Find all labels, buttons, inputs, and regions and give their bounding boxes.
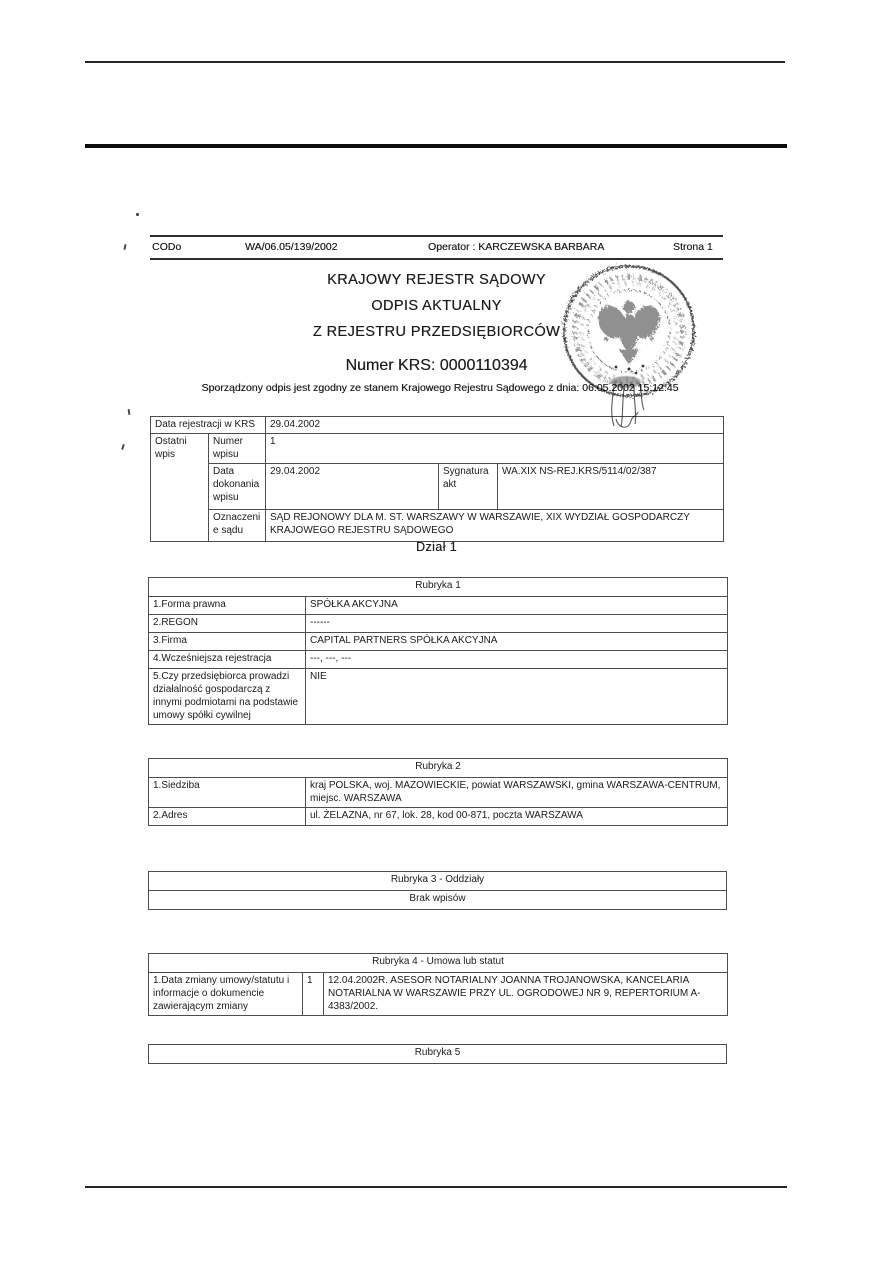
- table-row: [149, 891, 727, 910]
- section-title: Dział 1: [415, 540, 457, 554]
- entry-number-label-cell: Numer wpisu: [209, 434, 266, 464]
- row-value-cell: 12.04.2002R. ASESOR NOTARIALNY JOANNA TROJANOWSKA, KANCELARIA NOTARIALNA W WARSZAWIE PRZY UL. OGRODOWEJ NR 9, REPERTORIUM A-4383/2002.: [324, 973, 728, 1016]
- row-label-cell: 1.Forma prawna: [149, 597, 306, 615]
- entry-date-value-cell: 29.04.2002: [266, 464, 439, 510]
- table-header-row: [149, 872, 727, 891]
- pen-marks: [612, 384, 644, 427]
- row-label-cell: 5.Czy przedsiębiorca prowadzi działalność gospodarczą z innymi podmiotami na podstawie umowy spółki cywilnej: [149, 669, 306, 725]
- row-label-cell: 1.Siedziba: [149, 778, 306, 808]
- table-header-row: [149, 954, 728, 973]
- court-value-cell: SĄD REJONOWY DLA M. ST. WARSZAWY W WARSZAWIE, XIX WYDZIAŁ GOSPODARCZY KRAJOWEGO REJESTRU SĄDOWEGO: [266, 510, 724, 542]
- row-label-cell: 2.REGON: [149, 615, 306, 633]
- rubryka1-table: [148, 577, 727, 725]
- scan-speck: [136, 213, 139, 216]
- table-header-row: [149, 578, 728, 597]
- ink-smudge: [611, 376, 641, 388]
- rubryka2-table: [148, 758, 727, 826]
- rubryka3-table: [148, 871, 727, 910]
- statement-line: Sporządzony odpis jest zgodny ze stanem Krajowego Rejestru Sądowego z dnia: 06.05.2002 15:12:45: [201, 382, 679, 394]
- report-code-label: CODo: [152, 241, 182, 253]
- table-row: [149, 633, 728, 651]
- scan-speck: [123, 244, 126, 250]
- table-header-row: [149, 759, 728, 778]
- seal-dots: [615, 365, 645, 375]
- table-row: [149, 973, 728, 1016]
- rubryka5-header: Rubryka 5: [149, 1045, 727, 1064]
- table-row: [149, 669, 728, 725]
- table-row: [151, 464, 724, 510]
- table-row: [151, 510, 724, 542]
- row-value-cell: CAPITAL PARTNERS SPÓŁKA AKCYJNA: [306, 633, 728, 651]
- reg-date-value-cell: 29.04.2002: [266, 417, 724, 434]
- scan-speck: [121, 444, 125, 450]
- rubryka2-header: Rubryka 2: [149, 759, 728, 778]
- table-row: [149, 808, 728, 826]
- row-label-cell: 3.Firma: [149, 633, 306, 651]
- document-title-line2: ODPIS AKTUALNY: [371, 298, 502, 314]
- krs-number: Numer KRS: 0000110394: [345, 357, 528, 374]
- footer-divider-line: [85, 1186, 787, 1188]
- eagle-emblem: [593, 301, 665, 365]
- table-row: [149, 778, 728, 808]
- row-value-cell: NIE: [306, 669, 728, 725]
- rubryka5-table: [148, 1044, 727, 1064]
- rubryka1-header: Rubryka 1: [149, 578, 728, 597]
- table-row: [149, 597, 728, 615]
- rubryka4-table: [148, 953, 727, 1016]
- row-value-cell: kraj POLSKA, woj. MAZOWIECKIE, powiat WARSZAWSKI, gmina WARSZAWA-CENTRUM, miejsc. WARSZAWA: [306, 778, 728, 808]
- row-value-cell: SPÓŁKA AKCYJNA: [306, 597, 728, 615]
- no-entries-cell: Brak wpisów: [149, 891, 727, 910]
- court-label-cell: Oznaczenie sądu: [209, 510, 266, 542]
- last-entry-label-cell: Ostatni wpis: [151, 434, 209, 542]
- table-header-row: [149, 1045, 727, 1064]
- row-value-cell: ul. ŻELAZNA, nr 67, lok. 28, kod 00-871, poczta WARSZAWA: [306, 808, 728, 826]
- reg-date-label-cell: Data rejestracji w KRS: [151, 417, 266, 434]
- top-divider-line: [85, 61, 785, 63]
- header-thick-line: [85, 144, 787, 148]
- row-value-cell: ------: [306, 615, 728, 633]
- document-title-line3: Z REJESTRU PRZEDSIĘBIORCÓW: [312, 324, 561, 340]
- entry-number-value-cell: 1: [266, 434, 724, 464]
- document-title-line1: KRAJOWY REJESTR SĄDOWY: [327, 272, 546, 288]
- entry-date-label-cell: Data dokonania wpisu: [209, 464, 266, 510]
- operator-label: Operator : KARCZEWSKA BARBARA: [428, 241, 605, 253]
- table-row: [149, 615, 728, 633]
- row-label-cell: 2.Adres: [149, 808, 306, 826]
- row-label-cell: 4.Wcześniejsza rejestracja: [149, 651, 306, 669]
- rubryka3-header: Rubryka 3 - Oddziały: [149, 872, 727, 891]
- case-number-label: WA/06.05/139/2002: [245, 241, 338, 253]
- rubryka4-header: Rubryka 4 - Umowa lub statut: [149, 954, 728, 973]
- docket-label-cell: Sygnatura akt: [439, 464, 498, 510]
- page-number-label: Strona 1: [673, 241, 713, 253]
- court-seal-stamp: [556, 254, 706, 442]
- scan-speck: [128, 409, 131, 415]
- docket-value-cell: WA.XIX NS-REJ.KRS/5114/02/387: [498, 464, 724, 510]
- row-value-cell: ---, ---, ---: [306, 651, 728, 669]
- table-row: [149, 651, 728, 669]
- row-label-cell: 1.Data zmiany umowy/statutu i informacje o dokumencie zawierającym zmiany: [149, 973, 303, 1016]
- row-number-cell: 1: [303, 973, 324, 1016]
